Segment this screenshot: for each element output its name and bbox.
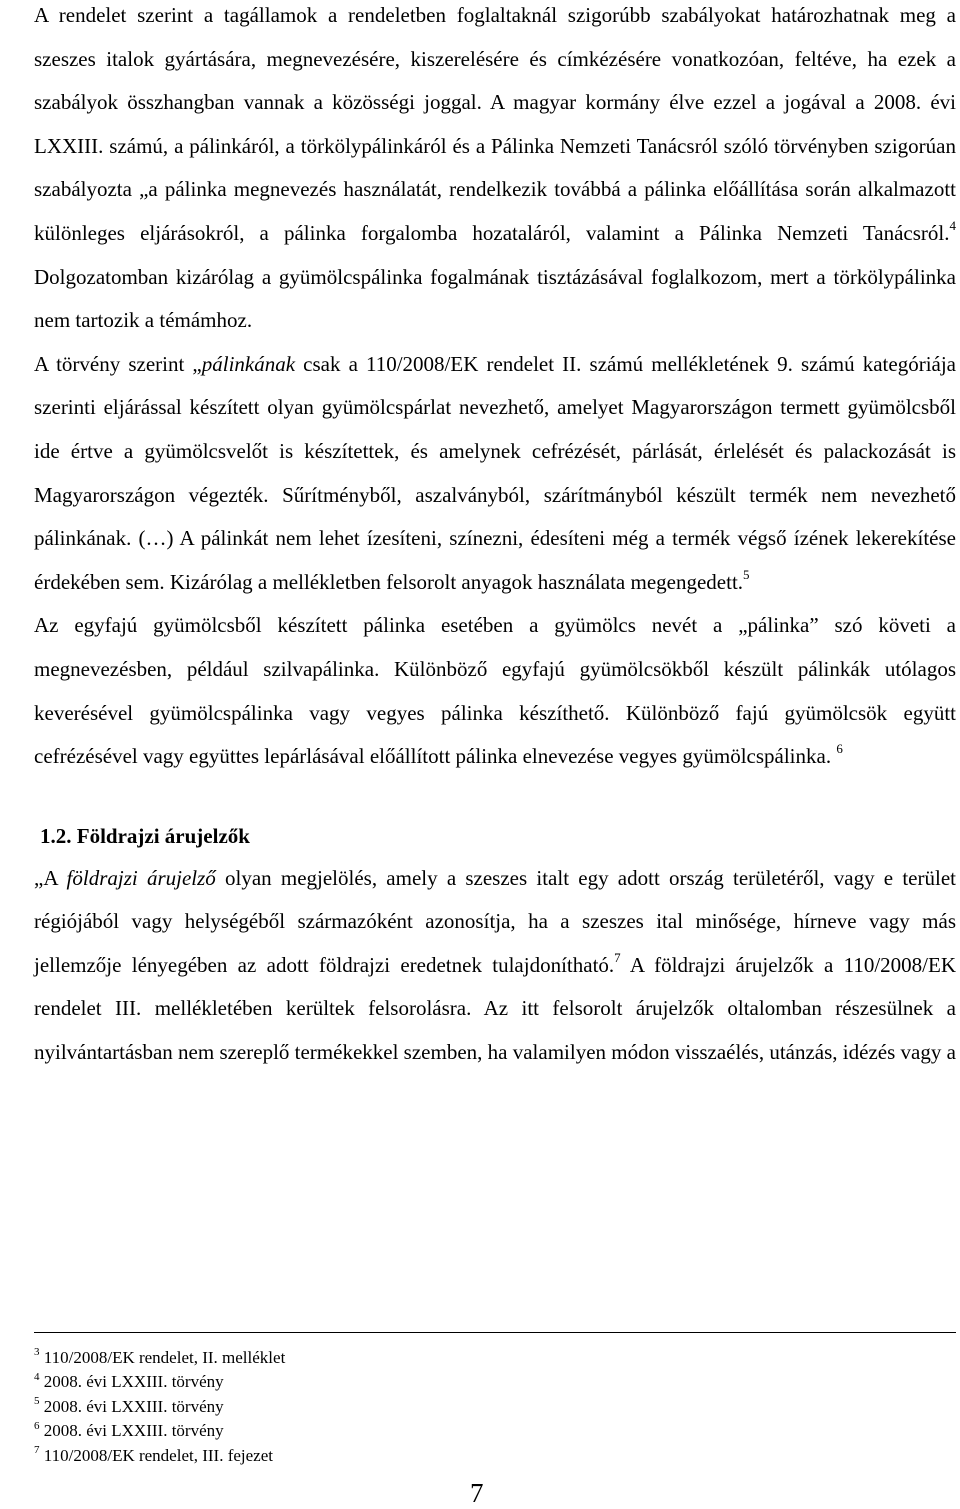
footnote-separator [34, 1332, 956, 1333]
footnote-item: $^3$ 110/2008/EK rendelet, II. melléklet [34, 1346, 286, 1367]
paragraph-foldrajzi: „A földrajzi árujelző olyan megjelölés, amely a szeszes italt egy adott ország területéről, vagy e terület régiójából vagy helységéből származóként azonosítja, ha a szeszes ital minősége, hírneve vagy más jellemzője lényegében az adott földrajzi eredetnek tulajdonítható.$^7$ A földrajzi árujelzők a 110/2008/EK rendelet III. mellékletében kerültek felsorolásra. Az itt felsorolt árujelzők oltalomban részesülnek a nyilvántartásban nem szereplő termékekkel szemben, ha valamilyen módon visszaélés, utánzás, idézés vagy a [34, 865, 956, 1065]
footnote-ref-4[interactable]: 4 [949, 217, 956, 233]
footnotes [34, 1346, 285, 1468]
section-heading: 1.2. Földrajzi árujelzők [40, 823, 250, 848]
page-body [34, 0, 956, 1075]
paragraph-egyfaju: Az egyfajú gyümölcsből készített pálinka esetében a gyümölcs nevét a „pálinka” szó követi a megnevezésben, például szilvapálinka. Különböző egyfajú gyümölcsökből készült pálinkák utólagos keverésével gyümölcspálinka vagy vegyes pálinka készíthető. Különböző fajú gyümölcsök együtt cefrézésével vagy együttes lepárlásával előállított pálinka elnevezése vegyes gyümölcspálinka. $^6$ [34, 613, 956, 769]
footnote-item: $^4$ 2008. évi LXXIII. törvény [34, 1370, 224, 1392]
paragraph-torveny: A törvény szerint „pálinkának csak a 110/2008/EK rendelet II. számú mellékletének 9. számú kategóriája szerinti eljárással készített olyan gyümölcspárlat nevezhető, amelyet Magyarországon termett gyümölcsből ide értve a gyümölcsvelőt is készítettek, és amelynek cefrézését, párlását, érlelését és palackozását is Magyarországon végezték. Sűrítményből, aszalványból, szárítmányból készült termék nem nevezhető pálinkának. (…) A pálinkát nem lehet ízesíteni, színezni, édesíteni még a termék végső ízének lekerekítése érdekében sem. Kizárólag a mellékletben felsorolt anyagok használata megengedett.$^5$ [34, 351, 957, 594]
footnote-item: $^6$ 2008. évi LXXIII. törvény [34, 1419, 224, 1441]
footnote-item: $^7$ 110/2008/EK rendelet, III. fejezet [34, 1443, 273, 1465]
footnote-ref-5[interactable]: 5 [743, 566, 750, 582]
page-number: 7 [470, 1478, 484, 1508]
footnote-ref-7[interactable]: 7 [614, 949, 621, 965]
paragraph-rendelet: A rendelet szerint a tagállamok a rendeletben foglaltaknál szigorúbb szabályokat határozhatnak meg a szeszes italok gyártására, megnevezésére, kiszerelésére és címkézésére vonatkozóan, feltéve, ha ezek a szabályok összhangban vannak a közösségi joggal. A magyar kormány élve ezzel a jogával a 2008. évi LXXIII. számú, a pálinkáról, a törkölypálinkáról és a Pálinka Nemzeti Tanácsról szóló törvényben szigorúan szabályozta „a pálinka megnevezés használatát, rendelkezik továbbá a pálinka előállítása során alkalmazott különleges eljárásokról, a pálinka forgalomba hozataláról, valamint a Pálinka Nemzeti Tanácsról.$^4$ Dolgozatomban kizárólag a gyümölcspálinka fogalmának tisztázásával foglalkozom, mert a törkölypálinka nem tartozik a témámhoz. [34, 3, 956, 333]
footnote-item: $^5$ 2008. évi LXXIII. törvény [34, 1395, 224, 1416]
footnote-ref-6[interactable]: 6 [836, 741, 843, 757]
